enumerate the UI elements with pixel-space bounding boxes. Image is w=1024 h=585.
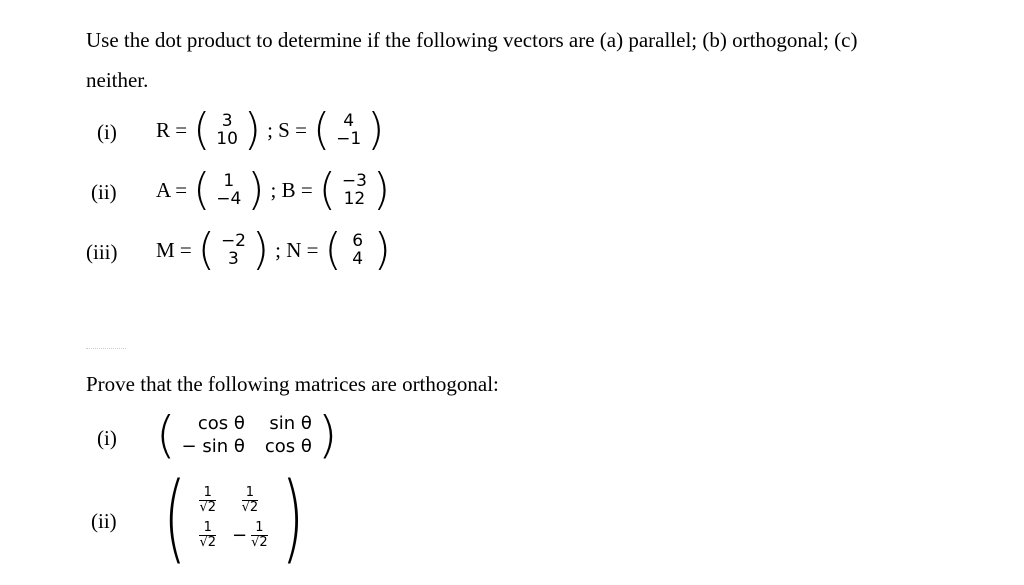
column-vector xyxy=(342,172,367,208)
matrix-entry xyxy=(199,521,216,550)
vector-entry: 4 xyxy=(343,111,355,131)
fraction: $\frac{1}{√2}$ xyxy=(199,520,217,550)
fraction-matrix: ( $\frac{1}{√2}$ $\frac{1}{√2}$ $\frac{1}{√2}$ − $\frac{1}{√2}$ ) xyxy=(163,462,304,574)
column-vector xyxy=(348,232,368,268)
fraction: $\frac{1}{√2}$ xyxy=(199,485,217,515)
q2-item-label: (ii) xyxy=(91,509,117,533)
column-vector xyxy=(221,232,246,268)
fraction: $\frac{1}{√2}$ xyxy=(251,520,268,550)
matrix-entry xyxy=(242,486,259,515)
matrix-entry xyxy=(232,521,268,550)
vector-name: M = xyxy=(156,237,192,262)
vector-entry: 6 xyxy=(352,231,364,251)
column-vector xyxy=(216,172,241,208)
q1-item-expression: R = ( 3 10 ) ; S = ( 4 −1 ) xyxy=(156,104,385,155)
vector-entry: 3 xyxy=(221,111,233,131)
vector-entry: 12 xyxy=(343,189,366,209)
vector-entry: −1 xyxy=(336,129,362,149)
fraction: $\frac{1}{√2}$ xyxy=(241,485,259,515)
matrix-entry: cos θ xyxy=(264,436,312,457)
vector-entry: 4 xyxy=(352,249,364,269)
minus-sign: − xyxy=(232,525,248,546)
q1-item-label: (i) xyxy=(97,120,117,144)
question-1-intro-line-1: Use the dot product to determine if the following vectors are (a) parallel; (b) orthogonal; (c) xyxy=(86,28,858,52)
vector-separator: ; N = xyxy=(275,237,319,262)
vector-entry: 10 xyxy=(216,129,238,149)
vector-name: R = xyxy=(156,117,188,142)
q2-item-label: (i) xyxy=(97,426,117,450)
q1-item-expression: A = ( 1 −4 ) ; B = ( −3 12 ) xyxy=(156,164,391,215)
matrix-entries xyxy=(199,486,267,550)
vector-name: A = xyxy=(156,177,188,202)
question-2-intro: Prove that the following matrices are orthogonal: xyxy=(86,372,499,396)
vector-entry: −2 xyxy=(220,231,246,251)
vector-separator: ; S = xyxy=(267,117,307,142)
question-1-intro-line-2: neither. xyxy=(86,68,149,92)
q1-item-label: (ii) xyxy=(91,180,117,204)
vector-entry: 1 xyxy=(223,171,235,191)
q1-item-expression: M = ( −2 3 ) ; N = ( 6 4 ) xyxy=(156,224,391,275)
matrix-entry: − sin θ xyxy=(181,436,245,457)
rotation-matrix: ( cos θ sin θ − sin θ cos θ ) xyxy=(156,406,338,464)
matrix-entries xyxy=(182,413,312,457)
matrix-entry: sin θ xyxy=(269,413,312,434)
faint-artifact xyxy=(86,348,126,351)
column-vector xyxy=(336,112,361,148)
vector-entry: −3 xyxy=(341,171,367,191)
vector-entry: 3 xyxy=(228,249,239,269)
vector-separator: ; B = xyxy=(270,177,313,202)
column-vector xyxy=(216,112,238,148)
matrix-entry: cos θ xyxy=(197,413,245,434)
matrix-entry xyxy=(199,486,216,515)
q1-item-label: (iii) xyxy=(86,240,118,264)
vector-entry: −4 xyxy=(216,189,242,209)
